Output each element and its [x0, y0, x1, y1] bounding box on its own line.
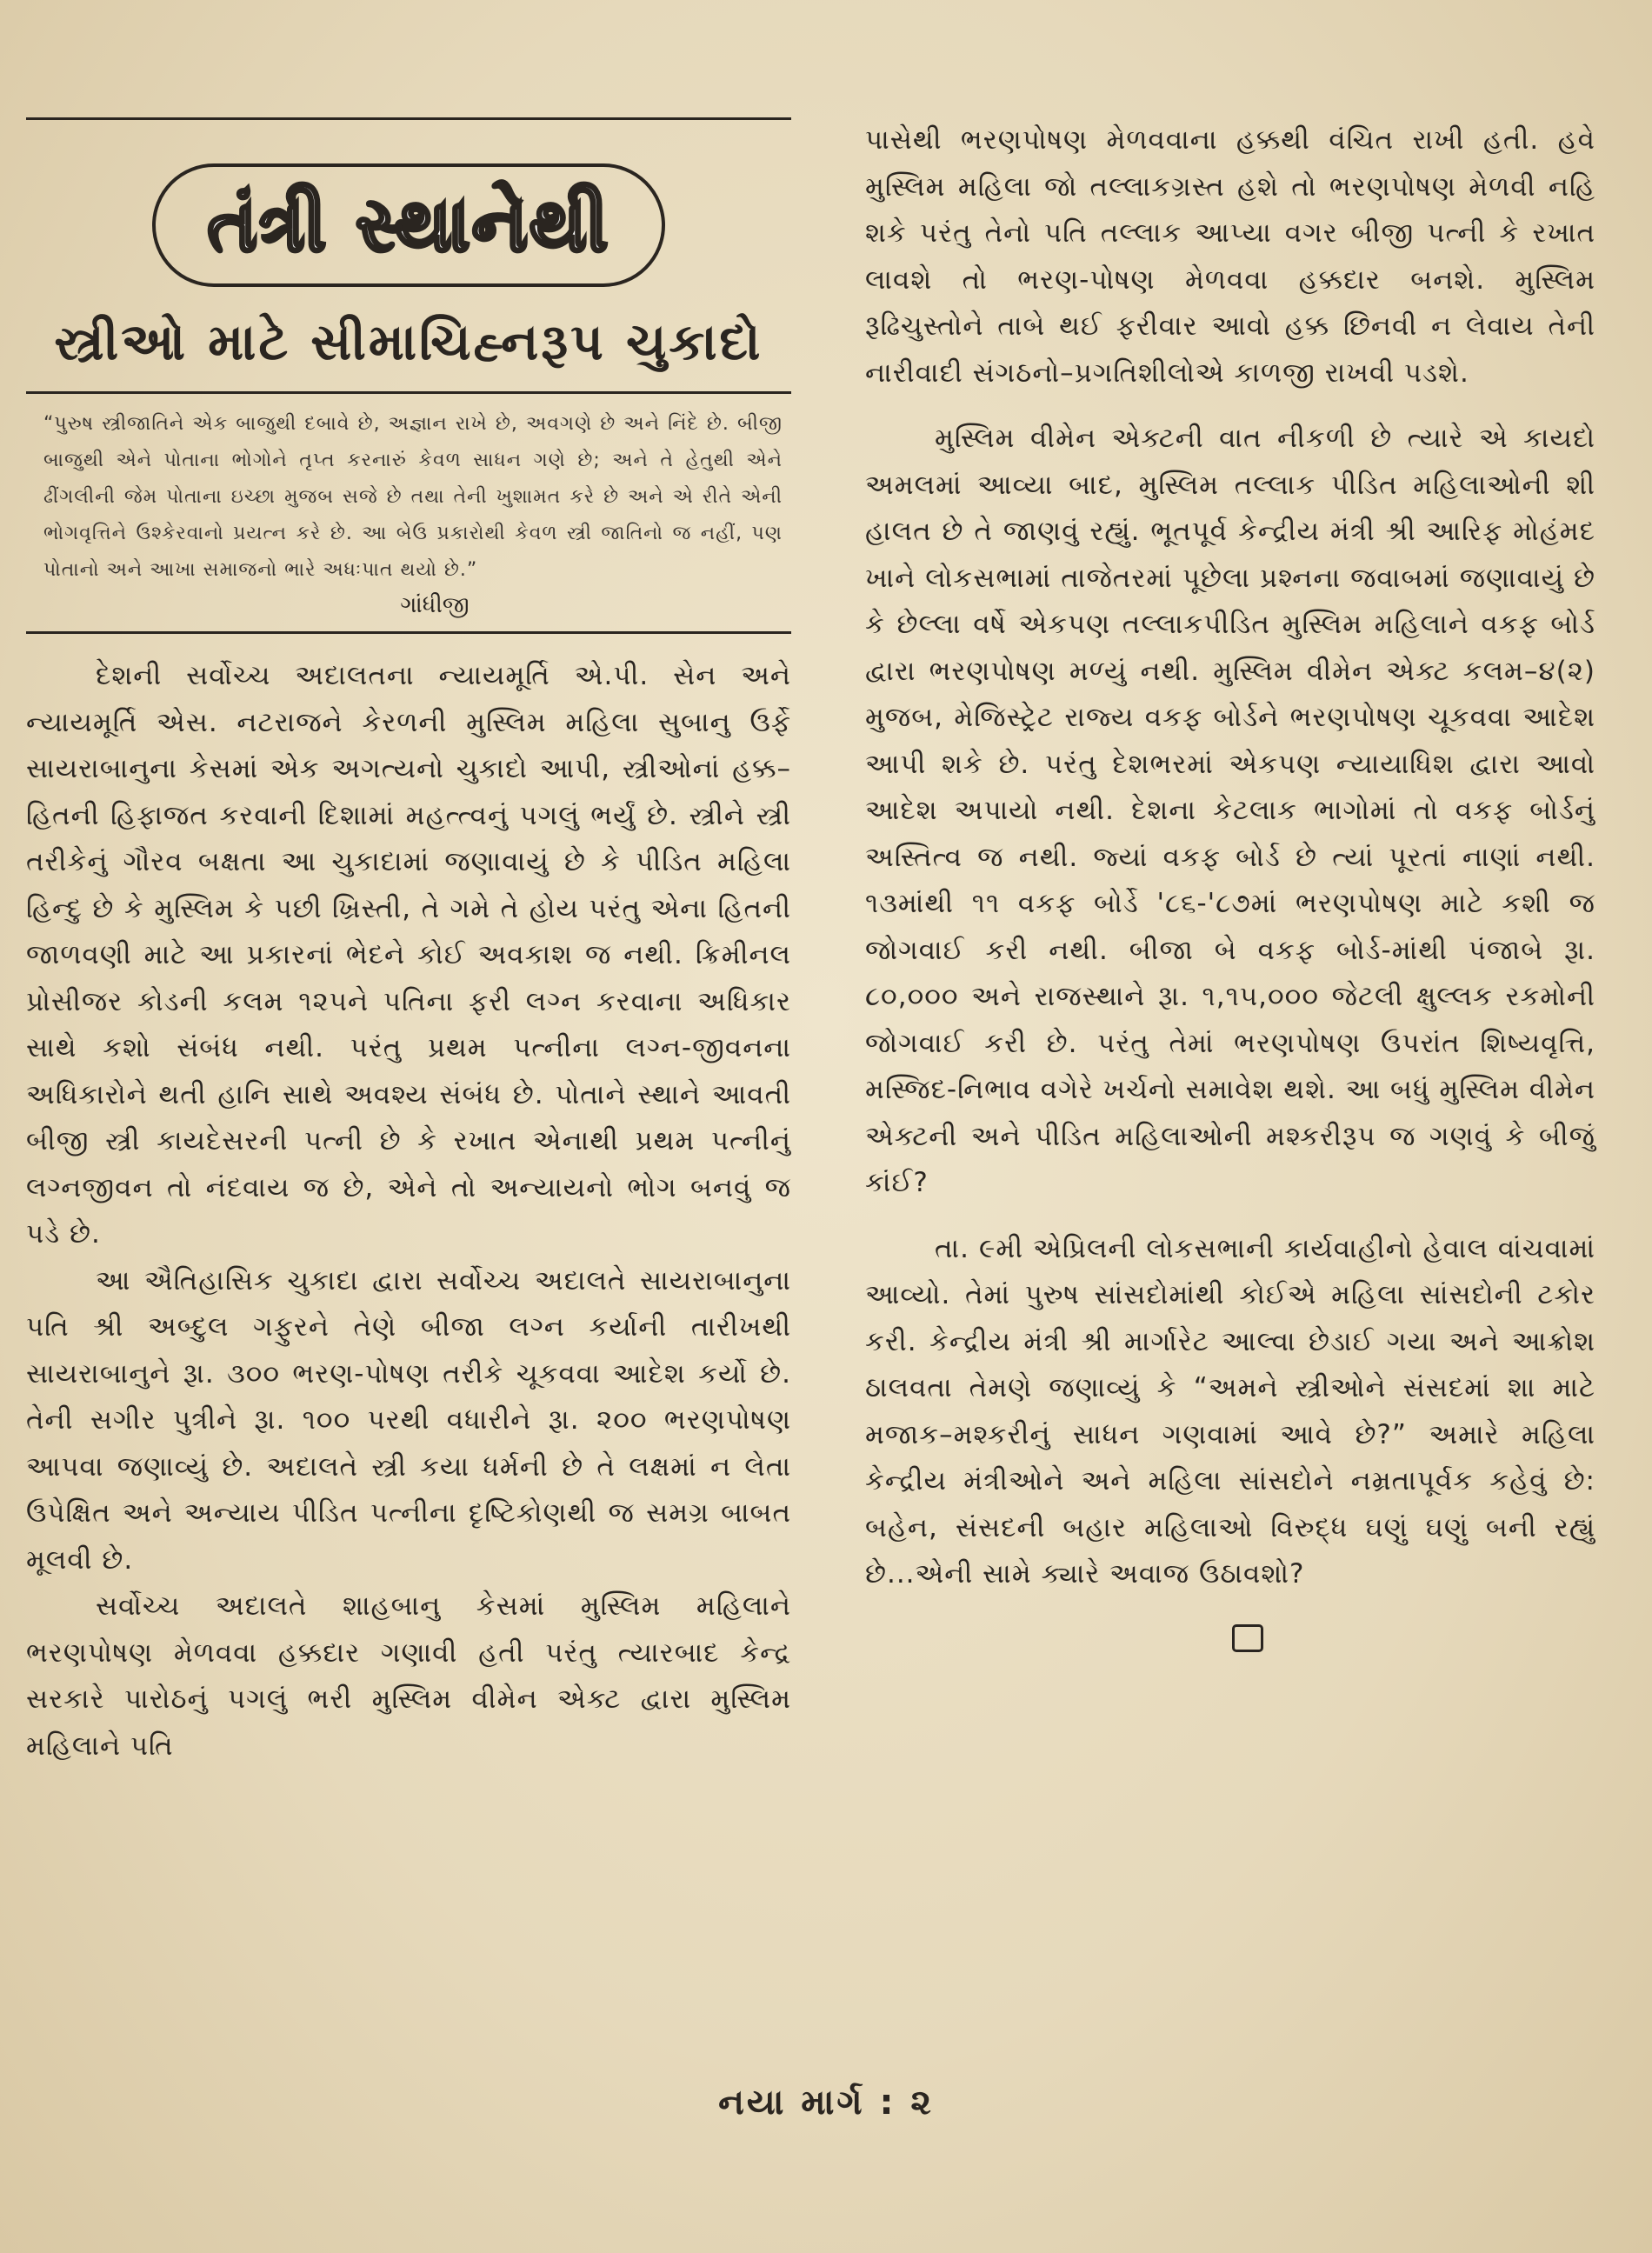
- paragraph: દેશની સર્વોચ્ચ અદાલતના ન્યાયમૂર્તિ એ.પી. સેન અને ન્યાયમૂર્તિ એસ. નટરાજને કેરળની મુસ્લિમ મહિલા સુબાનુ ઉર્ફે સાયરાબાનુના કેસમાં એક અગત્યનો ચુકાદો આપી, સ્ત્રીઓનાં હક્ક–હિતની હિફાજત કરવાની દિશામાં મહત્ત્વનું પગલું ભર્યું છે. સ્ત્રીને સ્ત્રી તરીકેનું ગૌરવ બક્ષતા આ ચુકાદામાં જણાવાયું છે કે પીડિત મહિલા હિન્દુ છે કે મુસ્લિમ કે પછી ખ્રિસ્તી, તે ગમે તે હોય પરંતુ એના હિતની જાળવણી માટે આ પ્રકારનાં ભેદને કોઈ અવકાશ જ નથી. ક્રિમીનલ પ્રોસીજર કોડની કલમ ૧૨૫ને પતિના ફરી લગ્ન કરવાના અધિકાર સાથે કશો સંબંધ નથી. પરંતુ પ્રથમ પત્નીના લગ્ન-જીવનના અધિકારોને થતી હાનિ સાથે અવશ્ય સંબંધ છે. પોતાને સ્થાને આવતી બીજી સ્ત્રી કાયદેસરની પત્ની છે કે રખાત એનાથી પ્રથમ પત્નીનું લગ્નજીવન તો નંદવાય જ છે, એને તો અન્યાયનો ભોગ બનવું જ પડે છે.: [26, 660, 791, 1250]
- page-footer: નયા માર્ગ : ૨: [718, 2083, 934, 2123]
- article-headline: સ્ત્રીઓ માટે સીમાચિહ્નરૂપ ચુકાદો: [54, 312, 763, 371]
- left-column: [26, 117, 791, 1770]
- masthead-frame: [152, 163, 666, 287]
- right-column: [865, 117, 1595, 1652]
- gandhi-quote: “પુરુષ સ્ત્રીજાતિને એક બાજુથી દબાવે છે, અજ્ઞાન રાખે છે, અવગણે છે અને નિંદે છે. બીજી બાજુથી એને પોતાના ભોગોને તૃપ્ત કરનારું કેવળ સાધન ગણે છે; અને તે હેતુથી એને ઢીંગલીની જેમ પોતાના ઇચ્છા મુજબ સજે છે તથા તેની ખુશામત કરે છે અને એ રીતે એની ભોગવૃત્તિને ઉશ્કેરવાનો પ્રયત્ન કરે છે. આ બેઉ પ્રકારોથી કેવળ સ્ત્રી જાતિનો જ નહીં, પણ પોતાનો અને આખા સમાજનો ભારે અધઃપાત થયો છે.”: [43, 413, 783, 581]
- paragraph: તા. ૯મી એપ્રિલની લોકસભાની કાર્યવાહીનો હેવાલ વાંચવામાં આવ્યો. તેમાં પુરુષ સાંસદોમાંથી કોઈએ મહિલા સાંસદોની ટકોર કરી. કેન્દ્રીય મંત્રી શ્રી માર્ગારેટ આલ્વા છેડાઈ ગયા અને આક્રોશ ઠાલવતા તેમણે જણાવ્યું કે “અમને સ્ત્રીઓને સંસદમાં શા માટે મજાક–મશ્કરીનું સાધન ગણવામાં આવે છે?” અમારે મહિલા કેન્દ્રીય મંત્રીઓને અને મહિલા સાંસદોને નમ્રતાપૂર્વક કહેવું છે: બહેન, સંસદની બહાર મહિલાઓ વિરુદ્ધ ઘણું ઘણું બની રહ્યું છે...એની સામે ક્યારે અવાજ ઉઠાવશો?: [865, 1232, 1595, 1590]
- end-of-article-mark: [1232, 1624, 1263, 1652]
- masthead: [26, 153, 791, 297]
- masthead-title: તંત્રી સ્થાનેથી: [207, 180, 610, 269]
- right-body: [865, 117, 1595, 1598]
- top-rule: [26, 117, 791, 120]
- paragraph: સર્વોચ્ચ અદાલતે શાહબાનુ કેસમાં મુસ્લિમ મહિલાને ભરણપોષણ મેળવવા હક્કદાર ગણાવી હતી પરંતુ ત્યારબાદ કેન્દ્ર સરકારે પારોઠનું પગલું ભરી મુસ્લિમ વીમેન એક્ટ દ્વારા મુસ્લિમ મહિલાને પતિ: [26, 1590, 791, 1762]
- paragraph: આ ઐતિહાસિક ચુકાદા દ્વારા સર્વોચ્ચ અદાલતે સાયરાબાનુના પતિ શ્રી અબ્દુલ ગફુરને તેણે બીજા લગ્ન કર્યાની તારીખથી સાયરાબાનુને રૂા. ૩૦૦ ભરણ-પોષણ તરીકે ચૂકવવા આદેશ કર્યો છે. તેની સગીર પુત્રીને રૂા. ૧૦૦ પરથી વધારીને રૂા. ૨૦૦ ભરણપોષણ આપવા જણાવ્યું છે. અદાલતે સ્ત્રી કયા ધર્મની છે તે લક્ષમાં ન લેતા ઉપેક્ષિત અને અન્યાય પીડિત પત્નીના દૃષ્ટિકોણથી જ સમગ્ર બાબત મૂલવી છે.: [26, 1264, 791, 1576]
- quote-author: ગાંધીજી: [400, 592, 470, 618]
- paragraph: પાસેથી ભરણપોષણ મેળવવાના હક્કથી વંચિત રાખી હતી. હવે મુસ્લિમ મહિલા જો તલ્લાકગ્રસ્ત હશે તો ભરણપોષણ મેળવી નહિ શકે પરંતુ તેનો પતિ તલ્લાક આપ્યા વગર બીજી પત્ની કે રખાત લાવશે તો ભરણ-પોષણ મેળવવા હક્કદાર બનશે. મુસ્લિમ રૂઢિચુસ્તોને તાબે થઈ ફરીવાર આવો હક્ક છિનવી ન લેવાય તેની નારીવાદી સંગઠનો–પ્રગતિશીલોએ કાળજી રાખવી પડશે.: [865, 124, 1595, 389]
- left-body: [26, 653, 791, 1770]
- paragraph: મુસ્લિમ વીમેન એક્ટની વાત નીકળી છે ત્યારે એ કાયદો અમલમાં આવ્યા બાદ, મુસ્લિમ તલ્લાક પીડિત મહિલાઓની શી હાલત છે તે જાણવું રહ્યું. ભૂતપૂર્વ કેન્દ્રીય મંત્રી શ્રી આરિફ મોહંમદ ખાને લોકસભામાં તાજેતરમાં પૂછેલા પ્રશ્નના જવાબમાં જણાવાયું છે કે છેલ્લા વર્ષે એકપણ તલ્લાકપીડિત મુસ્લિમ મહિલાને વકફ બોર્ડ દ્વારા ભરણપોષણ મળ્યું નથી. મુસ્લિમ વીમેન એક્ટ કલમ–૪(૨) મુજબ, મેજિસ્ટ્રેટ રાજ્ય વકફ બોર્ડને ભરણપોષણ ચૂકવવા આદેશ આપી શકે છે. પરંતુ દેશભરમાં એકપણ ન્યાયાધિશ દ્વારા આવો આદેશ અપાયો નથી. દેશના કેટલાક ભાગોમાં તો વકફ બોર્ડનું અસ્તિત્વ જ નથી. જ્યાં વકફ બોર્ડ છે ત્યાં પૂરતાં નાણાં નથી. ૧૩માંથી ૧૧ વકફ બોર્ડે '૮૬-'૮૭માં ભરણપોષણ માટે કશી જ જોગવાઈ કરી નથી. બીજા બે વકફ બોર્ડ-માંથી પંજાબે રૂા. ૮૦,૦૦૦ અને રાજસ્થાને રૂા. ૧,૧૫,૦૦૦ જેટલી ક્ષુલ્લક રકમોની જોગવાઈ કરી છે. પરંતુ તેમાં ભરણપોષણ ઉપરાંત શિષ્યવૃત્તિ, મસ્જિદ-નિભાવ વગેરે ખર્ચનો સમાવેશ થશે. આ બધું મુસ્લિમ વીમેન એક્ટની અને પીડિત મહિલાઓની મશ્કરીરૂપ જ ગણવું કે બીજું કાંઈ?: [865, 423, 1595, 1198]
